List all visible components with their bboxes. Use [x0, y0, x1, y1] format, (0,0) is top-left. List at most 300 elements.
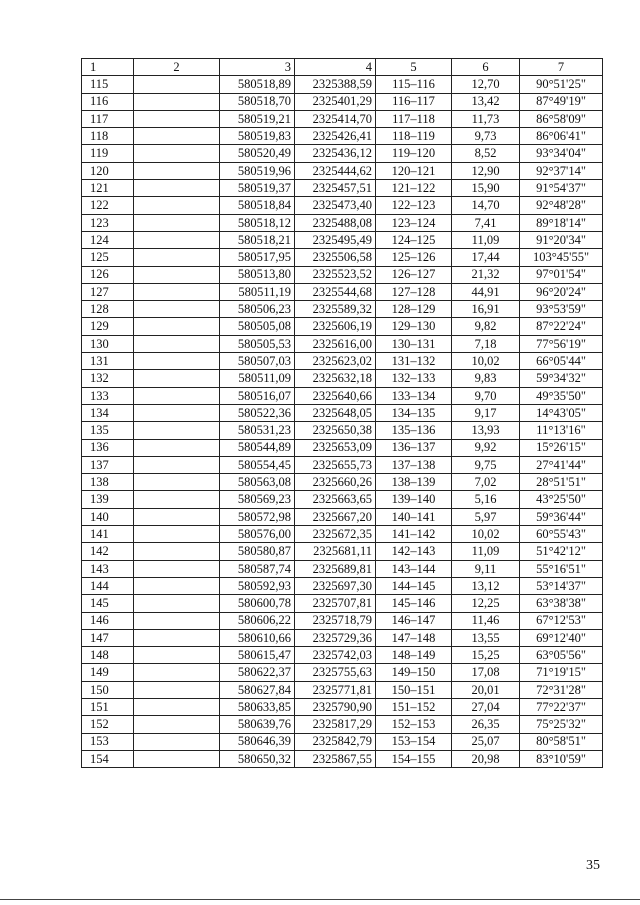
- cell-direction-angle: 27°41'44": [520, 456, 603, 473]
- cell-col-2: [134, 249, 220, 266]
- cell-col-2: [134, 560, 220, 577]
- cell-point-number: 123: [82, 214, 134, 231]
- cell-y-coordinate: 2325771,81: [295, 681, 376, 698]
- table-row: [82, 716, 603, 733]
- cell-direction-angle: 67°12'53": [520, 612, 603, 629]
- cell-length: 5,16: [452, 491, 520, 508]
- cell-x-coordinate: 580627,84: [220, 681, 295, 698]
- cell-y-coordinate: 2325414,70: [295, 110, 376, 127]
- cell-col-2: [134, 318, 220, 335]
- cell-segment: 138–139: [376, 474, 452, 491]
- cell-point-number: 120: [82, 162, 134, 179]
- cell-direction-angle: 43°25'50": [520, 491, 603, 508]
- cell-direction-angle: 69°12'40": [520, 629, 603, 646]
- cell-length: 13,55: [452, 629, 520, 646]
- cell-segment: 115–116: [376, 76, 452, 93]
- cell-point-number: 130: [82, 335, 134, 352]
- cell-y-coordinate: 2325653,09: [295, 439, 376, 456]
- cell-direction-angle: 93°34'04": [520, 145, 603, 162]
- table-row: [82, 76, 603, 93]
- table-row: [82, 647, 603, 664]
- cell-col-2: [134, 647, 220, 664]
- cell-col-2: [134, 93, 220, 110]
- table-row: [82, 93, 603, 110]
- cell-length: 11,09: [452, 231, 520, 248]
- cell-y-coordinate: 2325623,02: [295, 353, 376, 370]
- cell-y-coordinate: 2325457,51: [295, 180, 376, 197]
- coordinates-table: [81, 58, 603, 768]
- cell-point-number: 144: [82, 577, 134, 594]
- cell-length: 8,52: [452, 145, 520, 162]
- cell-y-coordinate: 2325488,08: [295, 214, 376, 231]
- cell-segment: 139–140: [376, 491, 452, 508]
- cell-y-coordinate: 2325867,55: [295, 750, 376, 767]
- cell-length: 17,44: [452, 249, 520, 266]
- cell-y-coordinate: 2325616,00: [295, 335, 376, 352]
- cell-length: 21,32: [452, 266, 520, 283]
- cell-y-coordinate: 2325436,12: [295, 145, 376, 162]
- cell-segment: 132–133: [376, 370, 452, 387]
- table-row: [82, 508, 603, 525]
- cell-col-2: [134, 595, 220, 612]
- cell-y-coordinate: 2325707,81: [295, 595, 376, 612]
- cell-y-coordinate: 2325655,73: [295, 456, 376, 473]
- cell-point-number: 151: [82, 698, 134, 715]
- cell-point-number: 146: [82, 612, 134, 629]
- cell-y-coordinate: 2325401,29: [295, 93, 376, 110]
- cell-length: 13,42: [452, 93, 520, 110]
- cell-col-2: [134, 335, 220, 352]
- cell-direction-angle: 63°05'56": [520, 647, 603, 664]
- cell-direction-angle: 83°10'59": [520, 750, 603, 767]
- table-row: [82, 214, 603, 231]
- table-row: [82, 353, 603, 370]
- cell-length: 14,70: [452, 197, 520, 214]
- cell-col-2: [134, 733, 220, 750]
- footer-rule: [0, 899, 640, 900]
- cell-length: 13,12: [452, 577, 520, 594]
- cell-direction-angle: 92°48'28": [520, 197, 603, 214]
- cell-segment: 137–138: [376, 456, 452, 473]
- cell-col-2: [134, 180, 220, 197]
- header-cell-2: 2: [134, 59, 220, 76]
- table-header: [82, 59, 603, 76]
- cell-x-coordinate: 580506,23: [220, 301, 295, 318]
- cell-point-number: 125: [82, 249, 134, 266]
- header-cell-6: 6: [452, 59, 520, 76]
- cell-direction-angle: 49°35'50": [520, 387, 603, 404]
- cell-x-coordinate: 580592,93: [220, 577, 295, 594]
- cell-y-coordinate: 2325640,66: [295, 387, 376, 404]
- cell-length: 12,25: [452, 595, 520, 612]
- cell-x-coordinate: 580511,09: [220, 370, 295, 387]
- cell-point-number: 133: [82, 387, 134, 404]
- cell-length: 9,73: [452, 128, 520, 145]
- cell-x-coordinate: 580576,00: [220, 526, 295, 543]
- table-row: [82, 128, 603, 145]
- cell-x-coordinate: 580522,36: [220, 404, 295, 421]
- cell-length: 9,92: [452, 439, 520, 456]
- table-row: [82, 595, 603, 612]
- cell-col-2: [134, 664, 220, 681]
- cell-x-coordinate: 580518,21: [220, 231, 295, 248]
- cell-direction-angle: 92°37'14": [520, 162, 603, 179]
- table-row: [82, 145, 603, 162]
- cell-segment: 142–143: [376, 543, 452, 560]
- cell-length: 15,25: [452, 647, 520, 664]
- cell-point-number: 132: [82, 370, 134, 387]
- cell-direction-angle: 97°01'54": [520, 266, 603, 283]
- cell-y-coordinate: 2325718,79: [295, 612, 376, 629]
- cell-y-coordinate: 2325755,63: [295, 664, 376, 681]
- cell-y-coordinate: 2325842,79: [295, 733, 376, 750]
- cell-x-coordinate: 580518,12: [220, 214, 295, 231]
- cell-y-coordinate: 2325506,58: [295, 249, 376, 266]
- cell-segment: 151–152: [376, 698, 452, 715]
- cell-x-coordinate: 580531,23: [220, 422, 295, 439]
- cell-segment: 130–131: [376, 335, 452, 352]
- cell-point-number: 145: [82, 595, 134, 612]
- header-cell-3: 3: [220, 59, 295, 76]
- cell-segment: 153–154: [376, 733, 452, 750]
- cell-point-number: 137: [82, 456, 134, 473]
- cell-length: 20,01: [452, 681, 520, 698]
- cell-direction-angle: 59°36'44": [520, 508, 603, 525]
- cell-col-2: [134, 612, 220, 629]
- cell-length: 17,08: [452, 664, 520, 681]
- cell-length: 44,91: [452, 283, 520, 300]
- cell-col-2: [134, 681, 220, 698]
- cell-segment: 117–118: [376, 110, 452, 127]
- cell-x-coordinate: 580569,23: [220, 491, 295, 508]
- cell-x-coordinate: 580507,03: [220, 353, 295, 370]
- cell-point-number: 149: [82, 664, 134, 681]
- cell-y-coordinate: 2325650,38: [295, 422, 376, 439]
- cell-segment: 127–128: [376, 283, 452, 300]
- cell-y-coordinate: 2325729,36: [295, 629, 376, 646]
- table-row: [82, 456, 603, 473]
- cell-y-coordinate: 2325606,19: [295, 318, 376, 335]
- table-row: [82, 283, 603, 300]
- cell-x-coordinate: 580513,80: [220, 266, 295, 283]
- cell-direction-angle: 87°22'24": [520, 318, 603, 335]
- table-row: [82, 180, 603, 197]
- cell-segment: 140–141: [376, 508, 452, 525]
- cell-col-2: [134, 629, 220, 646]
- cell-x-coordinate: 580580,87: [220, 543, 295, 560]
- cell-segment: 149–150: [376, 664, 452, 681]
- cell-length: 9,17: [452, 404, 520, 421]
- cell-x-coordinate: 580518,89: [220, 76, 295, 93]
- cell-col-2: [134, 439, 220, 456]
- cell-point-number: 126: [82, 266, 134, 283]
- cell-length: 9,83: [452, 370, 520, 387]
- cell-col-2: [134, 231, 220, 248]
- cell-segment: 143–144: [376, 560, 452, 577]
- cell-segment: 125–126: [376, 249, 452, 266]
- cell-y-coordinate: 2325660,26: [295, 474, 376, 491]
- cell-point-number: 124: [82, 231, 134, 248]
- cell-direction-angle: 91°54'37": [520, 180, 603, 197]
- cell-col-2: [134, 508, 220, 525]
- cell-y-coordinate: 2325742,03: [295, 647, 376, 664]
- cell-x-coordinate: 580554,45: [220, 456, 295, 473]
- cell-direction-angle: 11°13'16": [520, 422, 603, 439]
- cell-col-2: [134, 543, 220, 560]
- cell-x-coordinate: 580518,84: [220, 197, 295, 214]
- cell-x-coordinate: 580600,78: [220, 595, 295, 612]
- cell-direction-angle: 72°31'28": [520, 681, 603, 698]
- cell-x-coordinate: 580622,37: [220, 664, 295, 681]
- table-row: [82, 750, 603, 767]
- cell-col-2: [134, 162, 220, 179]
- cell-y-coordinate: 2325473,40: [295, 197, 376, 214]
- table-row: [82, 664, 603, 681]
- cell-col-2: [134, 422, 220, 439]
- cell-direction-angle: 60°55'43": [520, 526, 603, 543]
- cell-x-coordinate: 580572,98: [220, 508, 295, 525]
- cell-col-2: [134, 283, 220, 300]
- cell-col-2: [134, 76, 220, 93]
- table-row: [82, 266, 603, 283]
- cell-direction-angle: 77°56'19": [520, 335, 603, 352]
- cell-col-2: [134, 110, 220, 127]
- cell-length: 9,75: [452, 456, 520, 473]
- cell-col-2: [134, 716, 220, 733]
- cell-length: 12,90: [452, 162, 520, 179]
- cell-direction-angle: 91°20'34": [520, 231, 603, 248]
- cell-point-number: 148: [82, 647, 134, 664]
- cell-segment: 152–153: [376, 716, 452, 733]
- cell-segment: 147–148: [376, 629, 452, 646]
- cell-point-number: 118: [82, 128, 134, 145]
- cell-x-coordinate: 580650,32: [220, 750, 295, 767]
- cell-x-coordinate: 580505,08: [220, 318, 295, 335]
- cell-y-coordinate: 2325663,65: [295, 491, 376, 508]
- cell-segment: 123–124: [376, 214, 452, 231]
- cell-point-number: 116: [82, 93, 134, 110]
- table-row: [82, 612, 603, 629]
- cell-point-number: 135: [82, 422, 134, 439]
- cell-segment: 116–117: [376, 93, 452, 110]
- cell-col-2: [134, 301, 220, 318]
- cell-direction-angle: 51°42'12": [520, 543, 603, 560]
- cell-direction-angle: 89°18'14": [520, 214, 603, 231]
- cell-point-number: 136: [82, 439, 134, 456]
- cell-length: 11,46: [452, 612, 520, 629]
- cell-x-coordinate: 580606,22: [220, 612, 295, 629]
- cell-y-coordinate: 2325426,41: [295, 128, 376, 145]
- cell-point-number: 142: [82, 543, 134, 560]
- table-row: [82, 422, 603, 439]
- cell-col-2: [134, 750, 220, 767]
- table-row: [82, 629, 603, 646]
- cell-y-coordinate: 2325672,35: [295, 526, 376, 543]
- cell-length: 7,18: [452, 335, 520, 352]
- cell-segment: 146–147: [376, 612, 452, 629]
- table-row: [82, 197, 603, 214]
- cell-y-coordinate: 2325444,62: [295, 162, 376, 179]
- table-row: [82, 301, 603, 318]
- cell-y-coordinate: 2325589,32: [295, 301, 376, 318]
- table-row: [82, 491, 603, 508]
- cell-segment: 150–151: [376, 681, 452, 698]
- table-body: [82, 76, 603, 768]
- cell-point-number: 150: [82, 681, 134, 698]
- cell-point-number: 139: [82, 491, 134, 508]
- cell-y-coordinate: 2325790,90: [295, 698, 376, 715]
- cell-col-2: [134, 404, 220, 421]
- cell-segment: 133–134: [376, 387, 452, 404]
- cell-col-2: [134, 145, 220, 162]
- cell-point-number: 138: [82, 474, 134, 491]
- cell-col-2: [134, 370, 220, 387]
- table-row: [82, 439, 603, 456]
- cell-y-coordinate: 2325495,49: [295, 231, 376, 248]
- cell-length: 12,70: [452, 76, 520, 93]
- cell-segment: 141–142: [376, 526, 452, 543]
- cell-direction-angle: 55°16'51": [520, 560, 603, 577]
- cell-col-2: [134, 353, 220, 370]
- table-row: [82, 526, 603, 543]
- cell-segment: 119–120: [376, 145, 452, 162]
- cell-direction-angle: 71°19'15": [520, 664, 603, 681]
- cell-x-coordinate: 580505,53: [220, 335, 295, 352]
- cell-length: 27,04: [452, 698, 520, 715]
- cell-segment: 136–137: [376, 439, 452, 456]
- cell-point-number: 121: [82, 180, 134, 197]
- cell-x-coordinate: 580646,39: [220, 733, 295, 750]
- cell-y-coordinate: 2325681,11: [295, 543, 376, 560]
- cell-direction-angle: 28°51'51": [520, 474, 603, 491]
- cell-point-number: 143: [82, 560, 134, 577]
- cell-segment: 122–123: [376, 197, 452, 214]
- cell-length: 11,09: [452, 543, 520, 560]
- cell-length: 16,91: [452, 301, 520, 318]
- cell-direction-angle: 66°05'44": [520, 353, 603, 370]
- cell-direction-angle: 14°43'05": [520, 404, 603, 421]
- cell-col-2: [134, 491, 220, 508]
- cell-point-number: 122: [82, 197, 134, 214]
- cell-y-coordinate: 2325667,20: [295, 508, 376, 525]
- cell-length: 25,07: [452, 733, 520, 750]
- cell-segment: 145–146: [376, 595, 452, 612]
- cell-x-coordinate: 580639,76: [220, 716, 295, 733]
- cell-direction-angle: 86°06'41": [520, 128, 603, 145]
- cell-length: 7,02: [452, 474, 520, 491]
- cell-direction-angle: 53°14'37": [520, 577, 603, 594]
- cell-x-coordinate: 580519,96: [220, 162, 295, 179]
- cell-col-2: [134, 526, 220, 543]
- cell-length: 10,02: [452, 526, 520, 543]
- cell-col-2: [134, 214, 220, 231]
- cell-x-coordinate: 580516,07: [220, 387, 295, 404]
- cell-col-2: [134, 698, 220, 715]
- page-number: 35: [586, 858, 600, 873]
- cell-direction-angle: 93°53'59": [520, 301, 603, 318]
- cell-direction-angle: 80°58'51": [520, 733, 603, 750]
- cell-point-number: 147: [82, 629, 134, 646]
- cell-direction-angle: 96°20'24": [520, 283, 603, 300]
- cell-direction-angle: 63°38'38": [520, 595, 603, 612]
- table-row: [82, 162, 603, 179]
- cell-direction-angle: 75°25'32": [520, 716, 603, 733]
- cell-direction-angle: 90°51'25": [520, 76, 603, 93]
- table-row: [82, 543, 603, 560]
- cell-x-coordinate: 580517,95: [220, 249, 295, 266]
- table-row: [82, 681, 603, 698]
- cell-y-coordinate: 2325817,29: [295, 716, 376, 733]
- cell-x-coordinate: 580520,49: [220, 145, 295, 162]
- cell-col-2: [134, 577, 220, 594]
- cell-length: 15,90: [452, 180, 520, 197]
- cell-x-coordinate: 580587,74: [220, 560, 295, 577]
- cell-length: 7,41: [452, 214, 520, 231]
- cell-y-coordinate: 2325689,81: [295, 560, 376, 577]
- cell-length: 9,11: [452, 560, 520, 577]
- cell-segment: 129–130: [376, 318, 452, 335]
- cell-length: 10,02: [452, 353, 520, 370]
- cell-point-number: 128: [82, 301, 134, 318]
- header-cell-5: 5: [376, 59, 452, 76]
- cell-y-coordinate: 2325388,59: [295, 76, 376, 93]
- cell-point-number: 119: [82, 145, 134, 162]
- cell-direction-angle: 77°22'37": [520, 698, 603, 715]
- cell-length: 5,97: [452, 508, 520, 525]
- cell-x-coordinate: 580518,70: [220, 93, 295, 110]
- cell-y-coordinate: 2325544,68: [295, 283, 376, 300]
- cell-direction-angle: 103°45'55": [520, 249, 603, 266]
- cell-col-2: [134, 474, 220, 491]
- cell-segment: 121–122: [376, 180, 452, 197]
- cell-length: 11,73: [452, 110, 520, 127]
- cell-point-number: 141: [82, 526, 134, 543]
- cell-segment: 124–125: [376, 231, 452, 248]
- cell-col-2: [134, 266, 220, 283]
- table-row: [82, 249, 603, 266]
- cell-point-number: 152: [82, 716, 134, 733]
- cell-segment: 131–132: [376, 353, 452, 370]
- cell-x-coordinate: 580519,83: [220, 128, 295, 145]
- cell-x-coordinate: 580610,66: [220, 629, 295, 646]
- header-row: [82, 59, 603, 76]
- table-row: [82, 577, 603, 594]
- cell-x-coordinate: 580519,37: [220, 180, 295, 197]
- cell-x-coordinate: 580544,89: [220, 439, 295, 456]
- table-row: [82, 335, 603, 352]
- cell-segment: 120–121: [376, 162, 452, 179]
- cell-segment: 148–149: [376, 647, 452, 664]
- cell-x-coordinate: 580633,85: [220, 698, 295, 715]
- table-row: [82, 698, 603, 715]
- cell-y-coordinate: 2325648,05: [295, 404, 376, 421]
- cell-segment: 154–155: [376, 750, 452, 767]
- cell-point-number: 154: [82, 750, 134, 767]
- table-row: [82, 560, 603, 577]
- cell-x-coordinate: 580615,47: [220, 647, 295, 664]
- table-row: [82, 404, 603, 421]
- cell-x-coordinate: 580519,21: [220, 110, 295, 127]
- table-row: [82, 110, 603, 127]
- table-row: [82, 231, 603, 248]
- cell-point-number: 127: [82, 283, 134, 300]
- cell-length: 20,98: [452, 750, 520, 767]
- table-row: [82, 733, 603, 750]
- cell-segment: 134–135: [376, 404, 452, 421]
- header-cell-7: 7: [520, 59, 603, 76]
- cell-col-2: [134, 456, 220, 473]
- cell-col-2: [134, 387, 220, 404]
